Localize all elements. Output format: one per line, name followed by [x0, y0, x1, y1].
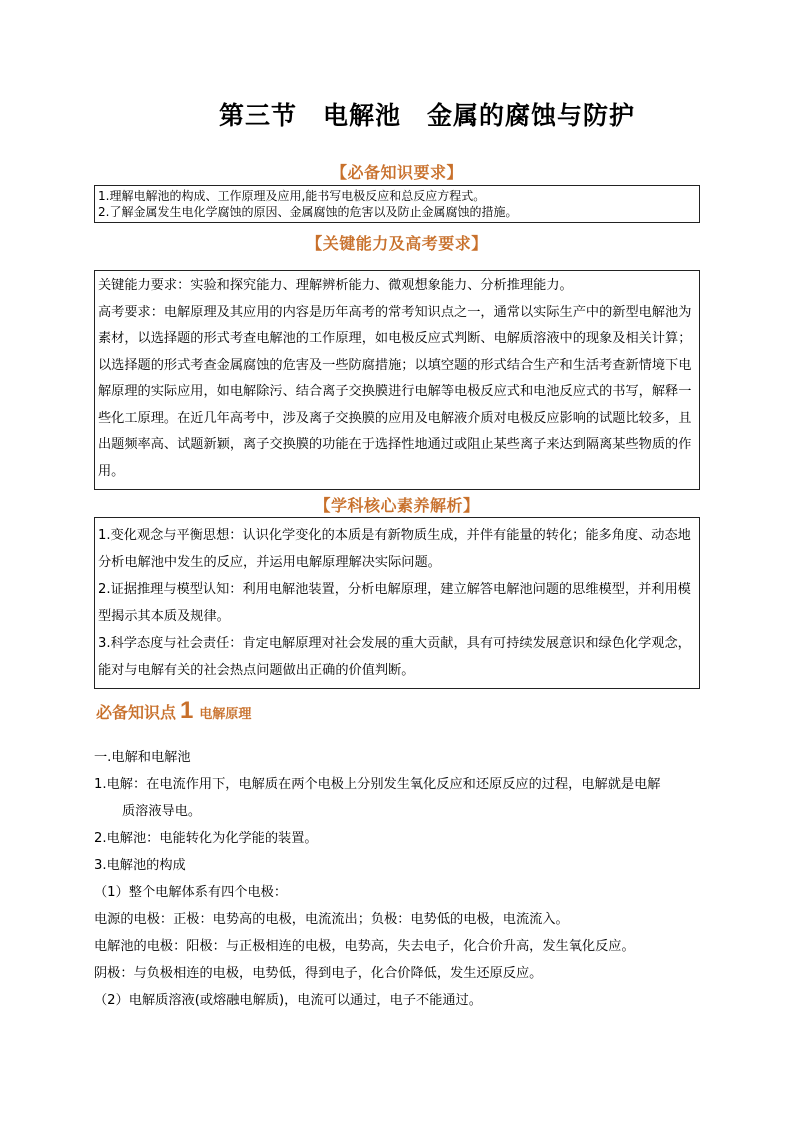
section-heading-core-literacy: 【学科核心素养解析】: [314, 496, 480, 515]
knowledge-requirements-box: [94, 185, 700, 223]
page-title: 第三节 电解池 金属的腐蚀与防护: [218, 101, 635, 130]
content-paragraph: 1.电解：在电流作用下，电解质在两个电极上分别发生氧化反应和还原反应的过程，电解就是电解: [94, 777, 661, 792]
literacy-item: 3.科学态度与社会责任：肯定电解原理对社会发展的重大贡献，具有可持续发展意识和绿色化学观念，能对与电解有关的社会热点问题做出正确的价值判断。: [98, 636, 691, 678]
content-body: [94, 744, 704, 1014]
requirement-line: 2.了解金属发生电化学腐蚀的原因、金属腐蚀的危害以及防止金属腐蚀的措施。: [98, 205, 518, 219]
section-heading-knowledge-requirements: 【必备知识要求】: [330, 163, 463, 182]
core-literacy-box: [94, 517, 700, 689]
knowledge-point-number: 1: [180, 697, 194, 724]
content-paragraph: 2.电解池：电能转化为化学能的装置。: [94, 831, 318, 846]
ability-requirement: 关键能力要求：实验和探究能力、理解辨析能力、微观想象能力、分析推理能力。: [98, 278, 573, 293]
exam-requirement: 高考要求：电解原理及其应用的内容是历年高考的常考知识点之一，通常以实际生产中的新型电解池为素材，以选择题的形式考查电解池的工作原理，如电极反应式判断、电解质溶液中的现象及相关计算；以选择题的形式考查金属腐蚀的危害及一些防腐措施；以填空题的形式结合生产和生活考查新情境下电解原理的实际应用，如电解除污、结合离子交换膜进行电解等电极反应式和电池反应式的书写，解释一些化工原理。在近几年高考中，涉及离子交换膜的应用及电解液介质对电极反应影响的试题比较多，且出题频率高、试题新颖，离子交换膜的功能在于选择性地通过或阻止某些离子来达到隔离某些物质的作用。: [98, 304, 692, 479]
content-heading: 一.电解和电解池: [94, 750, 191, 765]
literacy-item: 1.变化观念与平衡思想：认识化学变化的本质是有新物质生成，并伴有能量的转化；能多角度、动态地分析电解池中发生的反应，并运用电解原理解决实际问题。: [98, 528, 691, 570]
key-abilities-box: [94, 270, 700, 490]
literacy-item: 2.证据推理与模型认知：利用电解池装置，分析电解原理，建立解答电解池问题的思维模型，并利用模型揭示其本质及规律。: [98, 582, 691, 624]
knowledge-point-topic: 电解原理: [199, 707, 252, 722]
content-paragraph: 3.电解池的构成: [94, 858, 186, 873]
content-paragraph: （2）电解质溶液(或熔融电解质)，电流可以通过，电子不能通过。: [94, 993, 482, 1008]
knowledge-point-label: 必备知识点: [96, 703, 177, 722]
requirement-line: 1.理解电解池的构成、工作原理及应用,能书写电极反应和总反应方程式。: [98, 189, 486, 203]
knowledge-point-heading: [96, 697, 251, 725]
section-heading-key-abilities: 【关键能力及高考要求】: [306, 234, 488, 253]
content-paragraph-continued: 质溶液导电。: [122, 804, 202, 819]
content-paragraph: 电源的电极：正极：电势高的电极，电流流出；负极：电势低的电极，电流流入。: [94, 912, 569, 927]
content-paragraph: 阴极：与负极相连的电极，电势低，得到电子，化合价降低，发生还原反应。: [94, 966, 543, 981]
content-paragraph: （1）整个电解体系有四个电极：: [94, 885, 288, 900]
content-paragraph: 电解池的电极：阳极：与正极相连的电极，电势高，失去电子，化合价升高，发生氧化反应。: [94, 939, 635, 954]
